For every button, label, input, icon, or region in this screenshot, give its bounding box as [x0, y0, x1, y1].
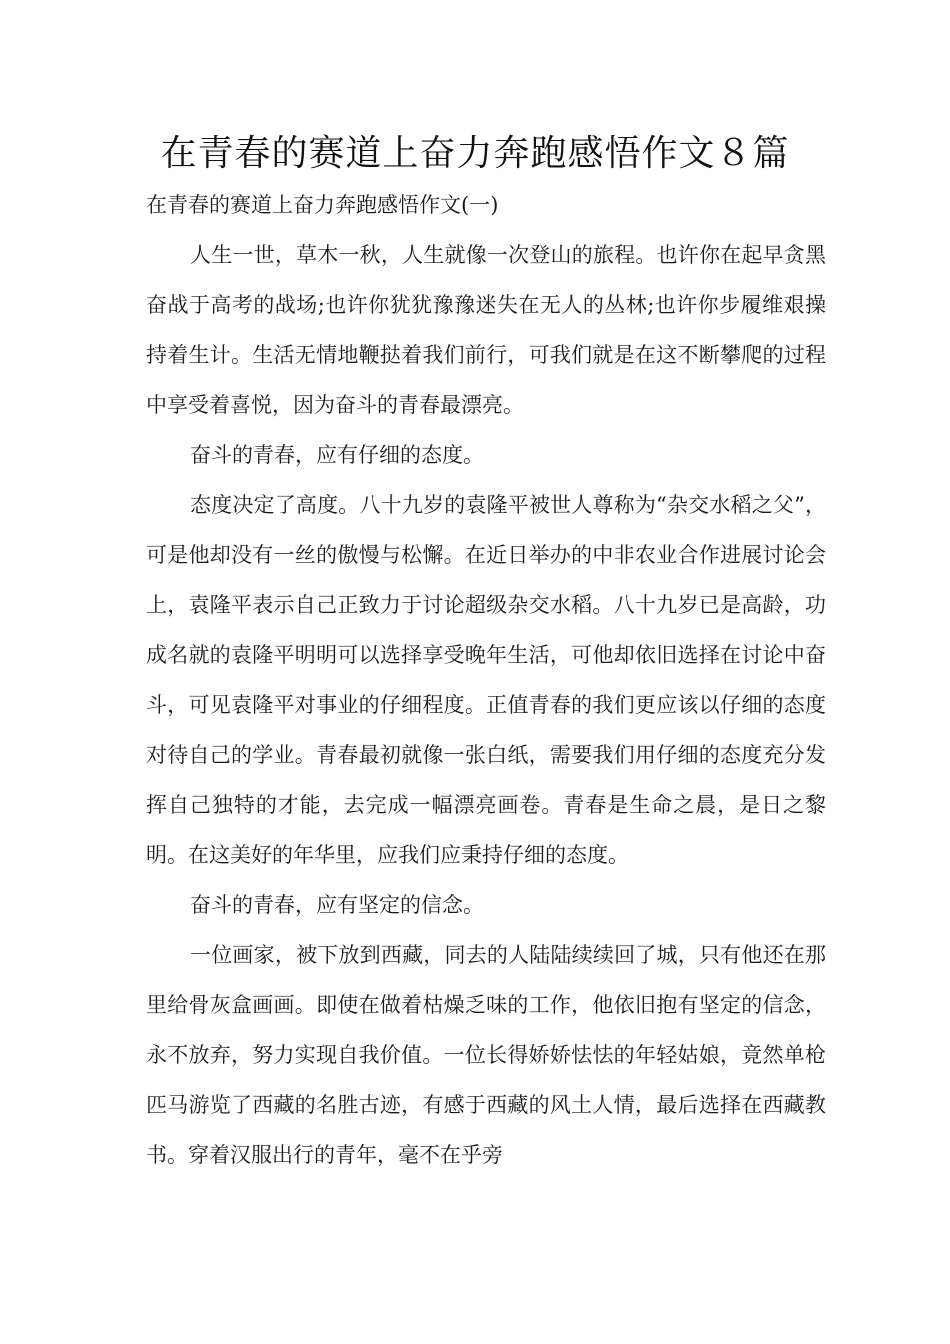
- paragraph-belief: 一位画家，被下放到西藏，同去的人陆陆续续回了城，只有他还在那里给骨灰盒画画。即使在做着枯燥乏味的工作，他依旧抱有坚定的信念，永不放弃，努力实现自我价值。一位长得娇娇怯怯的年轻姑娘，竟然单枪匹马游览了西藏的名胜古迹，有感于西藏的风土人情，最后选择在西藏教书。穿着汉服出行的青年，毫不在乎旁: [146, 943, 826, 1167]
- paragraph-intro: 人生一世，草木一秋，人生就像一次登山的旅程。也许你在起早贪黑奋战于高考的战场;也许你犹犹豫豫迷失在无人的丛林;也许你步履维艰操持着生计。生活无情地鞭挞着我们前行，可我们就是在这不断攀爬的过程中享受着喜悦，因为奋斗的青春最漂亮。: [146, 243, 826, 417]
- document-title: 在青春的赛道上奋力奔跑感悟作文８篇: [160, 133, 790, 174]
- essay-subtitle: 在青春的赛道上奋力奔跑感悟作文(一): [146, 193, 499, 217]
- document-body: [146, 180, 826, 1180]
- paragraph-attitude: 态度决定了高度。八十九岁的袁隆平被世人尊称为“杂交水稻之父”，可是他却没有一丝的傲慢与松懈。在近日举办的中非农业合作进展讨论会上，袁隆平表示自己正致力于讨论超级杂交水稻。八十九岁已是高龄，功成名就的袁隆平明明可以选择享受晚年生活，可他却依旧选择在讨论中奋斗，可见袁隆平对事业的仔细程度。正值青春的我们更应该以仔细的态度对待自己的学业。青春最初就像一张白纸，需要我们用仔细的态度充分发挥自己独特的才能，去完成一幅漂亮画卷。青春是生命之晨，是日之黎明。在这美好的年华里，应我们应秉持仔细的态度。: [146, 493, 826, 867]
- paragraph-heading-belief: 奋斗的青春，应有坚定的信念。: [190, 893, 484, 917]
- paragraph-heading-attitude: 奋斗的青春，应有仔细的态度。: [190, 443, 484, 467]
